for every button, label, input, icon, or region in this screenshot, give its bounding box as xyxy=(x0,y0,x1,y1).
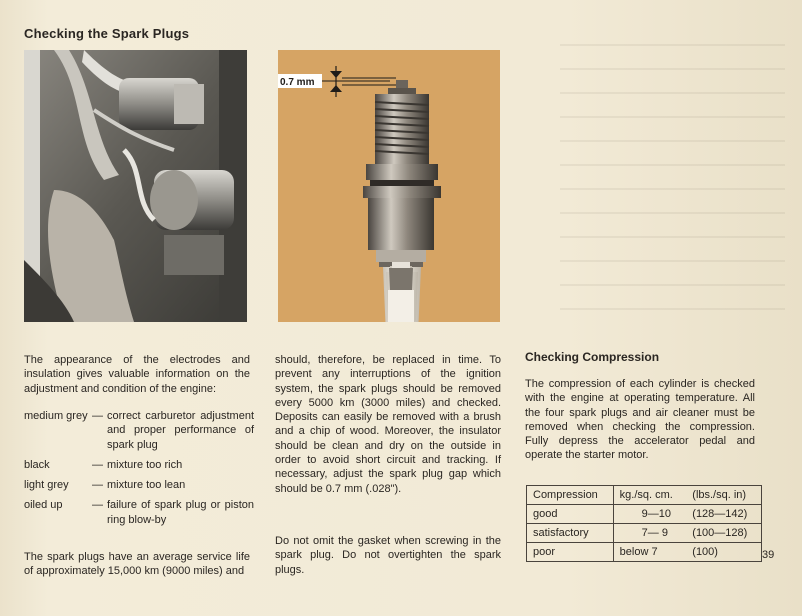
table-row xyxy=(527,505,762,524)
page-title: Checking the Spark Plugs xyxy=(24,26,190,41)
condition-dash: — xyxy=(92,499,103,512)
condition-desc: failure of spark plug or piston ring blow-by xyxy=(107,499,254,526)
table-header-cell: (lbs./sq. in) xyxy=(686,486,761,505)
service-life-paragraph: The spark plugs have an average service life of approximately 15,000 km (9000 miles) and xyxy=(24,551,250,578)
page-number: 39 xyxy=(762,549,775,561)
gasket-paragraph: Do not omit the gasket when screwing in the spark plug. Do not overtighten the spark plugs. xyxy=(275,535,501,576)
table-cell: (100—128) xyxy=(686,524,761,543)
table-cell: (100) xyxy=(686,543,761,562)
table-cell: good xyxy=(527,505,614,524)
compression-heading: Checking Compression xyxy=(525,350,660,364)
condition-row xyxy=(24,458,254,472)
compression-paragraph: The compression of each cylinder is checked with the engine at operating temperature. All the four spark plugs and air cleaner must be removed when checking the compression. Fully depress the accelerator pedal and operate the starter motor. xyxy=(525,378,755,462)
spark-plug-photo xyxy=(278,50,500,322)
table-cell: 9—10 xyxy=(613,505,686,524)
table-header-cell: Compression xyxy=(527,486,614,505)
table-header-row xyxy=(527,486,762,505)
condition-dash: — xyxy=(92,479,103,492)
show-through-text xyxy=(560,30,785,310)
table-cell: poor xyxy=(527,543,614,562)
table-header-cell xyxy=(613,486,686,505)
gap-label: 0.7 mm xyxy=(280,77,315,88)
table-cell: below 7 xyxy=(613,543,686,562)
table-row xyxy=(527,524,762,543)
condition-row xyxy=(24,478,254,492)
condition-row xyxy=(24,498,254,527)
engine-photo xyxy=(24,50,247,322)
compression-table xyxy=(526,485,762,562)
unit-metric: kg./sq. cm. xyxy=(619,489,673,501)
condition-desc: mixture too rich xyxy=(107,458,183,471)
table-cell: (128—142) xyxy=(686,505,761,524)
condition-dash: — xyxy=(92,410,103,422)
table-cell: satisfactory xyxy=(527,524,614,543)
column-3 xyxy=(525,377,755,463)
condition-term: black xyxy=(24,458,50,471)
condition-dash: — xyxy=(92,458,103,471)
condition-term: oiled up xyxy=(24,499,63,512)
column-1-intro xyxy=(24,353,250,396)
condition-term: light grey xyxy=(24,479,69,492)
condition-desc: correct carburetor adjustment and proper performance of spark plug xyxy=(107,410,254,451)
table-row xyxy=(527,543,762,562)
replacement-paragraph: should, therefore, be replaced in time. To prevent any interruptions of the ignition system, the spark plugs should be removed every 5000 km (3000 miles) and checked. Deposits can easily be removed with a brush and a chip of wood. Moreover, the insulator should be clean and dry on the outside in order to avoid short circuit and tracking. If necessary, adjust the spark plug gap which should be 0.7 mm (.028"). xyxy=(275,354,501,495)
column-2 xyxy=(275,353,501,496)
condition-list xyxy=(24,409,254,533)
condition-desc: mixture too lean xyxy=(107,479,186,492)
intro-paragraph: The appearance of the electrodes and insulation gives valuable information on the adjustment and condition of the engine: xyxy=(24,354,250,395)
condition-row xyxy=(24,409,254,452)
table-cell: 7— 9 xyxy=(613,524,686,543)
condition-term: medium grey xyxy=(24,410,88,422)
